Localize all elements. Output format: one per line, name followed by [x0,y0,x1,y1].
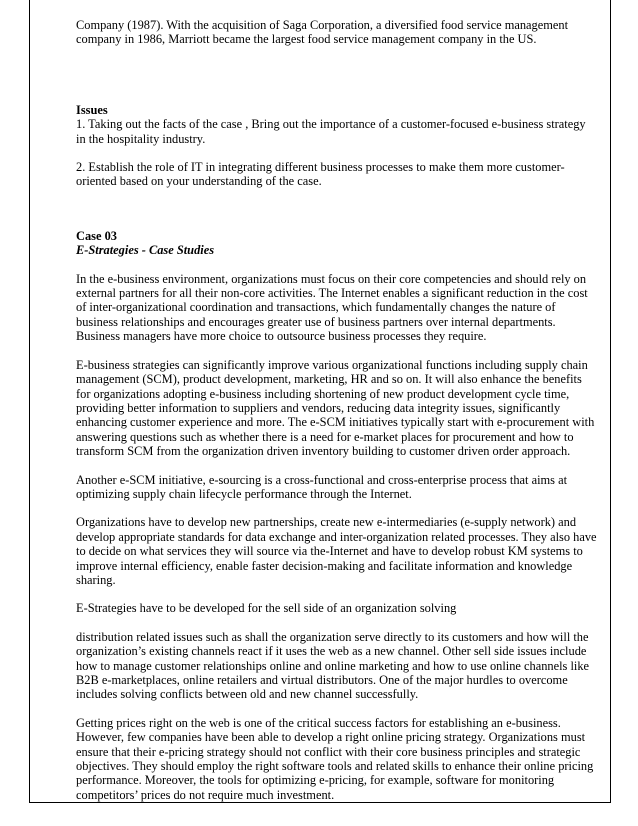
intro-paragraph: Company (1987). With the acquisition of Saga Corporation, a diversified food service management company in 1986, Marriott became the largest food service management company in the US. [76,18,569,47]
case-paragraph-2: E-business strategies can significantly improve various organizational functions including supply chain management (SCM), product development, marketing, HR and so on. It will also enhance the benefits for organizations adopting e-business including shortening of new product development cycle time, providing better information to suppliers and vendors, reducing data integrity issues, significantly enhancing customer experience and more. The e-SCM initiatives typically start with e-procurement with answering questions such as whether there is a need for e-market places for procurement and how to transform SCM from the organization driven inventory building to customer driven order approach. [76,357,595,459]
case-paragraph-7: Getting prices right on the web is one of the critical success factors for establishing an e-business. However, few companies have been able to develop a right online pricing strategy. Organizations must ensure that their e-pricing strategy should not conflict with their core business principles and strategic objectives. They should employ the right software tools and related skills to enhance their online pricing performance. Moreover, the tools for optimizing e-pricing, for example, software for monitoring competitors’ prices do not require much investment. [76,715,594,802]
case-number: Case 03 [76,228,117,243]
issue-item-2: 2. Establish the role of IT in integrating different business processes to make them more customer-oriented based on your understanding of the case. [76,160,565,189]
issues-heading: Issues [76,102,108,117]
case-paragraph-4: Organizations have to develop new partnerships, create new e-intermediaries (e-supply network) and develop appropriate standards for data exchange and inter-organization related processes. They also have to decide on what services they will source via the-Internet and have to develop robust KM systems to improve internal efficiency, enable faster decision-making and facilitate information and knowledge sharing. [76,515,597,587]
case-paragraph-6: distribution related issues such as shall the organization serve directly to its customers and how will the organization’s existing channels react if it uses the web as a new channel. Other sell side issues include how to manage customer relationships online and online marketing and how to use online channels like B2B e-marketplaces, online retailers and virtual distributors. One of the major hurdles to overcome includes solving conflicts between old and new channel successfully. [76,629,590,702]
case-paragraph-1: In the e-business environment, organizations must focus on their core competencies and should rely on external partners for all their non-core activities. The Internet enables a significant reduction in the cost of inter-organizational coordination and transactions, which fundamentally changes the nature of business relationships and encourages greater use of business partners over internal departments. Business managers have more choice to outsource business processes they require. [76,271,588,344]
document-body [76,18,598,802]
issue-item-1: 1. Taking out the facts of the case , Bring out the importance of a customer-focused e-business strategy in the hospitality industry. [76,117,586,146]
case-title: E-Strategies - Case Studies [76,243,215,258]
case-paragraph-3: Another e-SCM initiative, e-sourcing is a cross-functional and cross-enterprise process that aims at optimizing supply chain lifecycle performance through the Internet. [76,472,568,501]
case-paragraph-5: E-Strategies have to be developed for the sell side of an organization solving [76,601,457,616]
